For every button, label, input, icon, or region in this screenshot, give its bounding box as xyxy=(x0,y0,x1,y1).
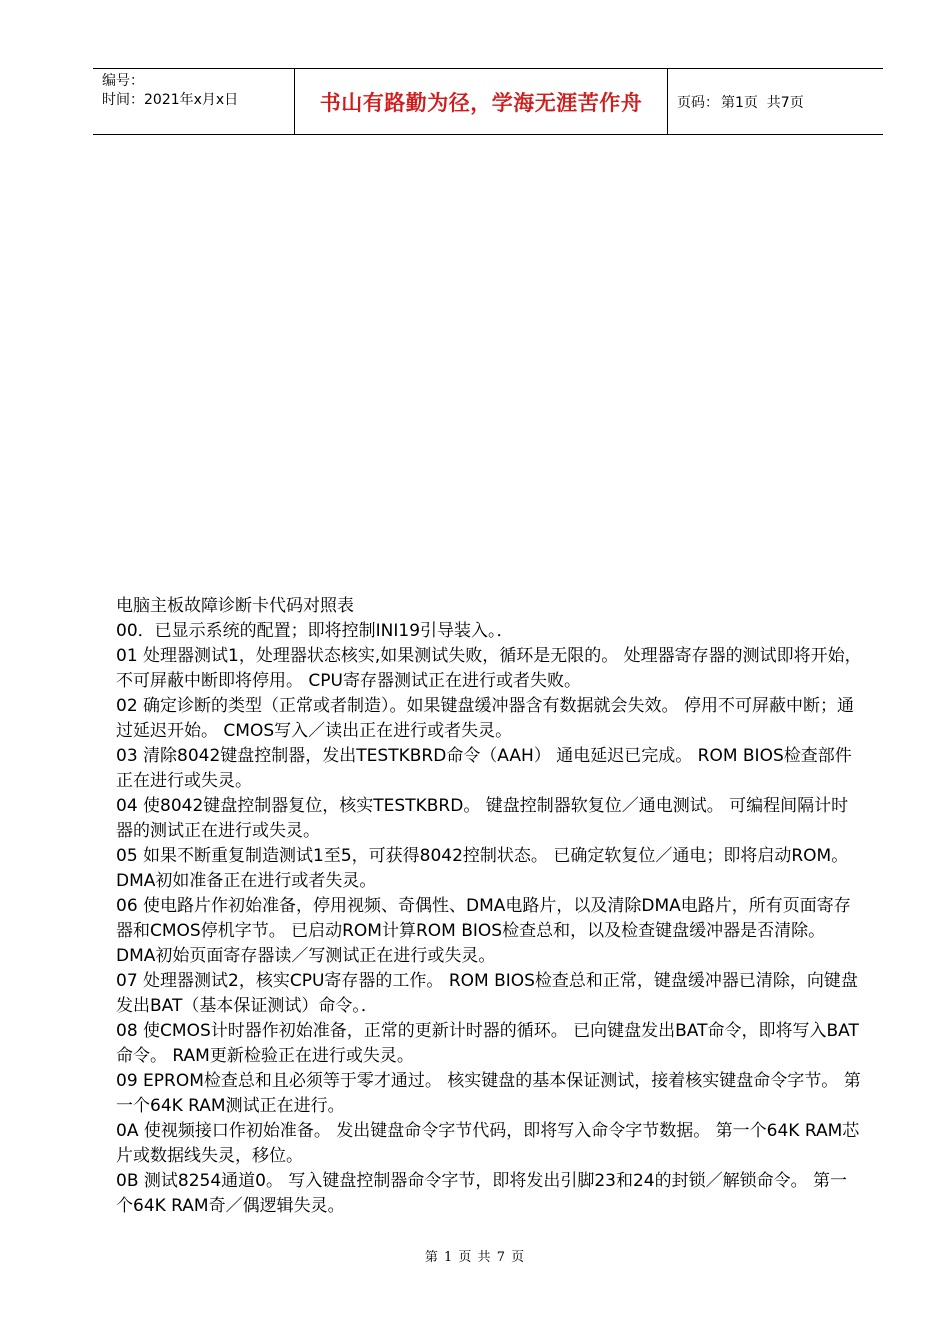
header-motto-cell xyxy=(295,69,668,134)
document-body xyxy=(116,594,864,1219)
header-page-label: 页码： xyxy=(677,94,719,111)
code-entry-01: 01 处理器测试1，处理器状态核实,如果测试失败，循环是无限的。 处理器寄存器的测试即将开始，不可屏蔽中断即将停用。 CPU寄存器测试正在进行或者失败。 xyxy=(116,646,862,691)
document-title: 电脑主板故障诊断卡代码对照表 xyxy=(116,596,354,616)
header-time-label: 时间：2021年x月x日 xyxy=(102,92,239,108)
code-entry-06: 06 使电路片作初始准备，停用视频、奇偶性、DMA电路片，以及清除DMA电路片，所有页面寄存器和CMOS停机字节。 已启动ROM计算ROM BIOS检查总和，以及检查键盘缓冲器是否清除。 DMA初始页面寄存器读／写测试正在进行或失灵。 xyxy=(116,896,851,966)
code-entry-08: 08 使CMOS计时器作初始准备，正常的更新计时器的循环。 已向键盘发出BAT命令，即将写入BAT命令。 RAM更新检验正在进行或失灵。 xyxy=(116,1021,859,1066)
header-number-label: 编号： xyxy=(102,73,144,89)
code-entry-04: 04 使8042键盘控制器复位，核实TESTKBRD。 键盘控制器软复位／通电测试。 可编程间隔计时器的测试正在进行或失灵。 xyxy=(116,796,849,841)
page-header xyxy=(93,68,883,135)
code-entry-0a: 0A 使视频接口作初始准备。 发出键盘命令字节代码，即将写入命令字节数据。 第一个64K RAM芯片或数据线失灵，移位。 xyxy=(116,1121,860,1166)
code-entry-02: 02 确定诊断的类型（正常或者制造）。如果键盘缓冲器含有数据就会失效。 停用不可屏蔽中断；通过延迟开始。 CMOS写入／读出正在进行或者失灵。 xyxy=(116,696,854,741)
code-entry-00: 00．已显示系统的配置；即将控制INI19引导装入。． xyxy=(116,621,514,641)
code-entry-03: 03 清除8042键盘控制器，发出TESTKBRD命令（AAH） 通电延迟已完成。 ROM BIOS检查部件正在进行或失灵。 xyxy=(116,746,852,791)
code-entry-05: 05 如果不断重复制造测试1至5，可获得8042控制状态。 已确定软复位／通电；即将启动ROM。 DMA初如准备正在进行或者失灵。 xyxy=(116,846,849,891)
header-motto: 书山有路勤为径，学海无涯苦作舟 xyxy=(319,89,643,115)
code-entry-09: 09 EPROM检查总和且必须等于零才通过。 核实键盘的基本保证测试，接着核实键盘命令字节。 第一个64K RAM测试正在进行。 xyxy=(116,1071,861,1116)
footer-page-number: 第 1 页 共 7 页 xyxy=(424,1250,526,1265)
header-page-value: 第1页 共7页 xyxy=(721,94,804,111)
page-footer xyxy=(0,1246,950,1265)
code-entry-0b: 0B 测试8254通道0。 写入键盘控制器命令字节，即将发出引脚23和24的封锁／解锁命令。 第一个64K RAM奇／偶逻辑失灵。 xyxy=(116,1171,848,1216)
header-meta-cell xyxy=(93,69,295,134)
header-page-cell xyxy=(668,69,883,134)
code-entry-07: 07 处理器测试2，核实CPU寄存器的工作。 ROM BIOS检查总和正常，键盘缓冲器已清除，向键盘发出BAT（基本保证测试）命令。． xyxy=(116,971,858,1016)
